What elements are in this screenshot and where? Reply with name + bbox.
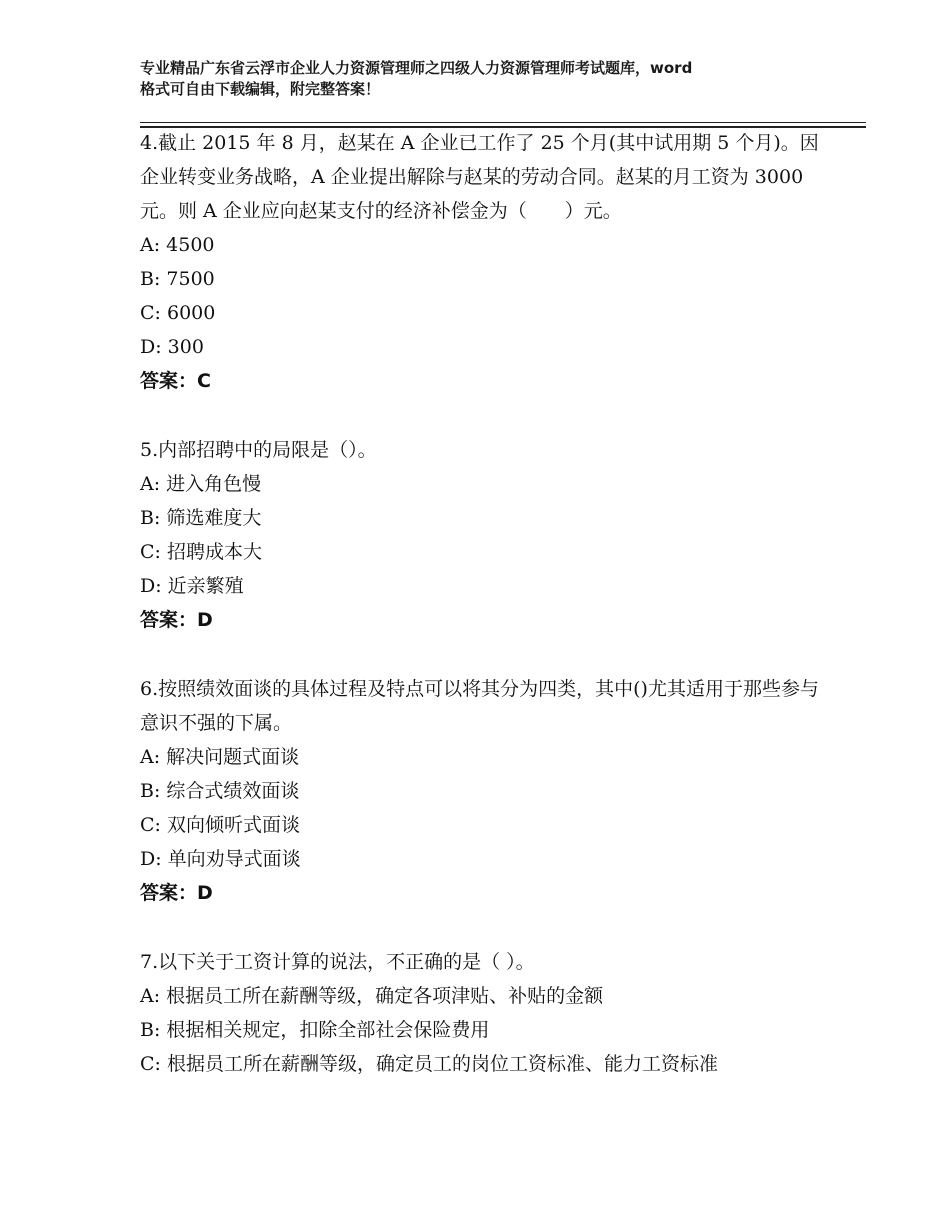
option-b: B: 综合式绩效面谈	[140, 780, 300, 802]
question-list	[140, 126, 820, 1081]
question-spacer	[140, 637, 820, 672]
question-4	[140, 126, 820, 398]
document-header	[140, 58, 830, 100]
header-rule-thin	[140, 122, 866, 123]
option-d: D: 近亲繁殖	[140, 575, 244, 597]
option-a: A: 解决问题式面谈	[140, 746, 300, 768]
answer-label: 答案：D	[140, 609, 213, 631]
header-line-2: 格式可自由下载编辑，附完整答案！	[140, 80, 381, 98]
option-b: B: 筛选难度大	[140, 507, 262, 529]
option-a: A: 4500	[140, 234, 215, 256]
question-7	[140, 945, 820, 1081]
question-stem: 5.内部招聘中的局限是（）。	[140, 439, 377, 461]
question-stem: 6.按照绩效面谈的具体过程及特点可以将其分为四类，其中()尤其适用于那些参与意识不强的下属。	[140, 678, 819, 734]
question-5	[140, 433, 820, 637]
option-b: B: 根据相关规定，扣除全部社会保险费用	[140, 1019, 490, 1041]
question-6	[140, 672, 820, 910]
question-stem: 4.截止 2015 年 8 月，赵某在 A 企业已工作了 25 个月(其中试用期 5 个月)。因企业转变业务战略，A 企业提出解除与赵某的劳动合同。赵某的月工资为 3000 元。则 A 企业应向赵某支付的经济补偿金为（ ）元。	[140, 132, 819, 222]
option-c: C: 招聘成本大	[140, 541, 262, 563]
option-d: D: 300	[140, 336, 204, 358]
answer-label: 答案：C	[140, 370, 211, 392]
option-c: C: 双向倾听式面谈	[140, 814, 300, 836]
option-b: B: 7500	[140, 268, 215, 290]
question-stem: 7.以下关于工资计算的说法，不正确的是（ ）。	[140, 951, 535, 973]
question-spacer	[140, 910, 820, 945]
option-a: A: 进入角色慢	[140, 473, 262, 495]
option-c: C: 6000	[140, 302, 216, 324]
answer-label: 答案：D	[140, 882, 213, 904]
option-a: A: 根据员工所在薪酬等级，确定各项津贴、补贴的金额	[140, 985, 604, 1007]
option-c: C: 根据员工所在薪酬等级，确定员工的岗位工资标准、能力工资标准	[140, 1053, 718, 1075]
header-line-1: 专业精品广东省云浮市企业人力资源管理师之四级人力资源管理师考试题库，word	[140, 59, 693, 77]
option-d: D: 单向劝导式面谈	[140, 848, 301, 870]
question-spacer	[140, 398, 820, 433]
